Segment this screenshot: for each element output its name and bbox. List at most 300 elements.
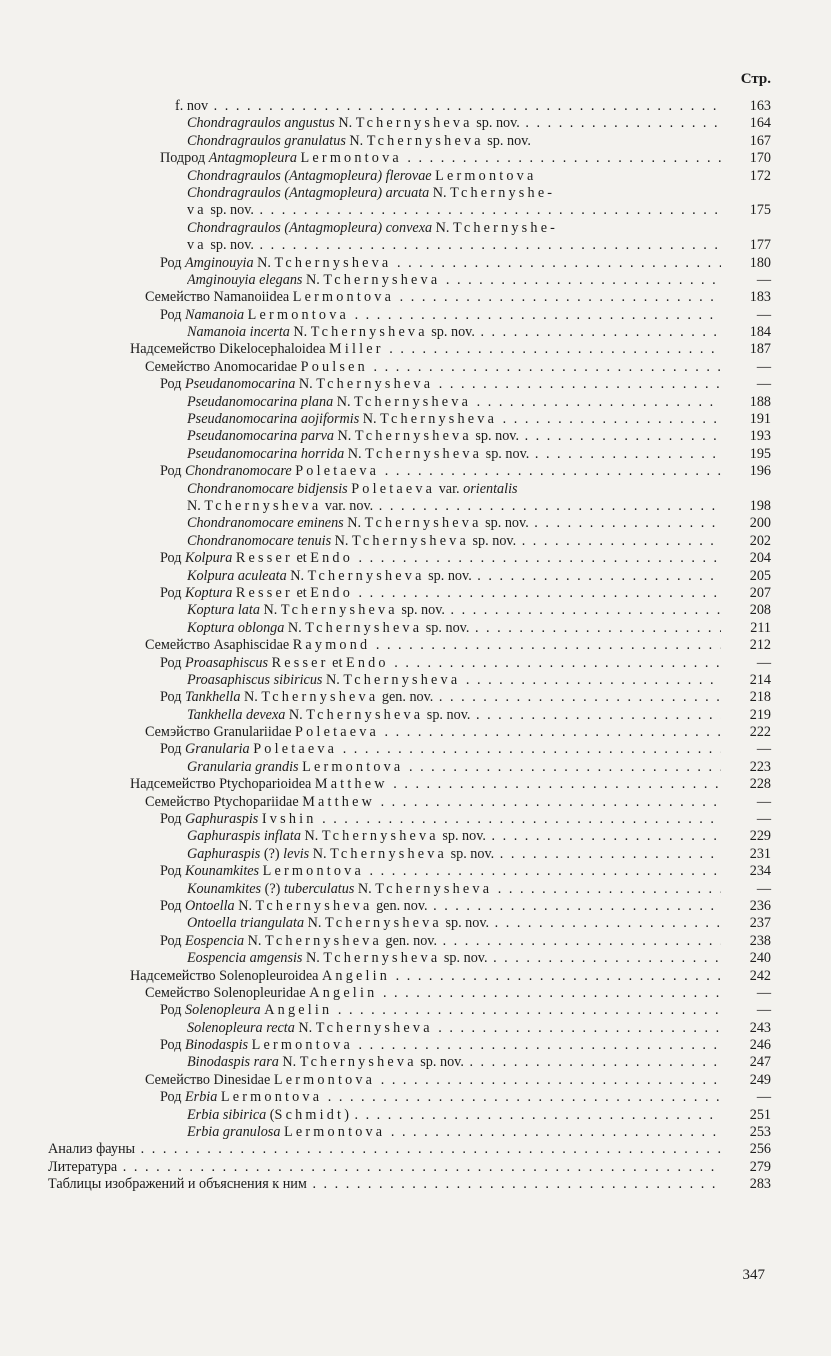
- toc-entry-title: [145, 289, 721, 306]
- toc-entry-title: [130, 341, 721, 358]
- toc-entry-title: [187, 481, 721, 498]
- toc-entry-fragment: Tchernysheva: [366, 132, 484, 149]
- toc-entry-page: 187: [749, 341, 771, 358]
- toc-entry-fragment: Род: [160, 932, 185, 949]
- toc-entry-fragment: Tchernysheva: [365, 445, 483, 462]
- toc-entry-fragment: Proasaphiscus: [185, 654, 269, 671]
- toc-entry-page: 246: [749, 1037, 771, 1054]
- toc-entry-fragment: Род: [160, 463, 185, 480]
- toc-entry-fragment: sp. nov.: [440, 950, 488, 967]
- toc-entry-fragment: Erbia: [185, 1089, 218, 1106]
- toc-entry: [0, 550, 831, 567]
- toc-entry: [0, 985, 831, 1002]
- toc-entry-title: [145, 794, 721, 811]
- toc-entry-page: 253: [749, 1124, 771, 1141]
- toc-entry-title: [160, 1089, 721, 1106]
- toc-entry-fragment: Amginouyia: [185, 254, 254, 271]
- toc-entry: [0, 637, 831, 654]
- toc-entry-title: [160, 811, 721, 828]
- toc-entry-fragment: Род: [160, 306, 185, 323]
- toc-entry-fragment: Kounamkites: [187, 880, 262, 897]
- toc-entry: [0, 1002, 831, 1019]
- toc-entry-page: —: [756, 1002, 771, 1019]
- toc-entry-fragment: Poletaeva: [351, 480, 436, 497]
- toc-entry-fragment: N.: [284, 619, 306, 636]
- toc-entry-fragment: Tchernysheva: [364, 515, 482, 532]
- toc-entry-page: 218: [749, 689, 771, 706]
- toc-entry-fragment: Tchernysheva: [375, 880, 493, 897]
- toc-entry-fragment: Poletaeva: [253, 741, 338, 758]
- toc-entry-fragment: Надсемейство Dikelocephaloidea: [130, 341, 330, 358]
- toc-entry-fragment: Tchernysheva: [204, 497, 322, 514]
- toc-entry-fragment: sp. nov.: [206, 237, 254, 254]
- toc-entry-fragment: Endo: [310, 550, 353, 567]
- toc-entry: [0, 1072, 831, 1089]
- toc-entry-title: [145, 637, 721, 654]
- toc-entry-fragment: Kounamkites: [185, 863, 260, 880]
- toc-entry-fragment: N.: [278, 1054, 300, 1071]
- toc-entry-page: 231: [749, 845, 771, 862]
- toc-entry: [0, 1159, 831, 1176]
- toc-entry-page: 256: [749, 1141, 771, 1158]
- toc-entry-fragment: Chondranomocare tenuis: [187, 532, 332, 549]
- toc-entry-fragment: Chondragraulos (Antagmopleura) flerovae: [187, 167, 432, 184]
- toc-entry-fragment: Lermontova: [220, 1089, 323, 1106]
- toc-entry-fragment: N.: [304, 915, 325, 932]
- toc-entry-fragment: Род: [160, 741, 185, 758]
- toc-entry-fragment: f. nov: [175, 98, 209, 114]
- toc-entry-fragment: var.: [435, 480, 464, 497]
- toc-entry: [0, 828, 831, 845]
- toc-entry-fragment: N.: [234, 897, 256, 914]
- toc-entry-page: 175: [749, 202, 771, 219]
- toc-entry-fragment: Семейство Solenopleuridae: [145, 984, 310, 1001]
- toc-entry-page: 219: [749, 706, 771, 723]
- toc-entry: [0, 255, 831, 272]
- toc-entry-fragment: N.: [295, 376, 317, 393]
- toc-entry-title: [145, 1072, 721, 1089]
- toc-entry: [0, 168, 831, 185]
- toc-entry-fragment: Amginouyia elegans: [187, 271, 303, 288]
- toc-entry-fragment: Resser: [271, 654, 329, 671]
- toc-entry-fragment: Tchernyshe-: [453, 219, 559, 236]
- toc-entry-page: 212: [749, 637, 771, 654]
- toc-entry-fragment: sp. nov.: [441, 915, 490, 932]
- toc-entry-title: [160, 550, 721, 567]
- toc-entry: [0, 98, 831, 115]
- toc-entry: [0, 741, 831, 758]
- toc-entry-fragment: sp. nov.: [472, 115, 520, 132]
- toc-entry-fragment: et: [292, 584, 311, 601]
- toc-entry-fragment: Tchernysheva: [255, 897, 373, 914]
- toc-entry-fragment: N.: [286, 567, 308, 584]
- toc-entry-fragment: N.: [334, 115, 356, 132]
- toc-entry-title: [187, 759, 721, 776]
- table-of-contents: [0, 98, 831, 1194]
- toc-entry-title: [187, 515, 721, 532]
- toc-entry-title: [187, 602, 721, 619]
- toc-entry-fragment: N.: [331, 532, 352, 549]
- toc-entry-fragment: N.: [343, 515, 365, 532]
- toc-entry-fragment: Lermontova: [273, 1071, 376, 1088]
- toc-entry-fragment: N.: [302, 271, 324, 288]
- toc-entry-page: 196: [749, 463, 771, 480]
- toc-entry-title: [160, 376, 721, 393]
- toc-entry-fragment: Tchernysheva: [306, 706, 424, 723]
- toc-entry-page: 184: [749, 324, 771, 341]
- toc-entry-fragment: Tchernysheva: [307, 567, 425, 584]
- toc-entry-page: 229: [749, 828, 771, 845]
- toc-entry-fragment: Tchernysheva: [316, 376, 434, 393]
- toc-entry: [0, 1124, 831, 1141]
- toc-entry-title: [187, 115, 721, 132]
- toc-entry-fragment: Литература: [48, 1158, 118, 1175]
- toc-entry: [0, 689, 831, 706]
- toc-entry-page: —: [756, 306, 771, 323]
- toc-entry: [0, 1107, 831, 1124]
- toc-entry-page: 251: [749, 1106, 771, 1123]
- toc-entry: [0, 672, 831, 689]
- page-column-label: Стр.: [740, 71, 771, 87]
- toc-entry-title: [187, 272, 721, 289]
- toc-entry-fragment: Namanoia incerta: [187, 324, 290, 341]
- toc-entry-fragment: Lermontova: [283, 1124, 386, 1141]
- toc-entry-fragment: Tchernysheva: [354, 428, 472, 445]
- toc-entry-fragment: Род: [160, 1037, 185, 1054]
- toc-entry-fragment: Tchernysheva: [280, 602, 398, 619]
- toc-entry-fragment: Lermontova: [247, 306, 350, 323]
- toc-entry: [0, 428, 831, 445]
- toc-entry-fragment: Matthew: [314, 776, 388, 793]
- toc-entry-page: —: [756, 358, 771, 375]
- toc-entry-fragment: sp. nov.: [482, 445, 530, 462]
- toc-entry: [0, 481, 831, 498]
- toc-entry-title: [187, 324, 721, 341]
- toc-entry-title: [187, 1124, 721, 1141]
- toc-entry-page: 170: [749, 150, 771, 167]
- toc-entry-fragment: Pseudanomocarina aojiformis: [187, 411, 360, 428]
- toc-entry: [0, 237, 831, 254]
- toc-entry-fragment: Семейство Ptychopariidae: [145, 793, 303, 810]
- toc-entry-fragment: Род: [160, 1089, 185, 1106]
- toc-entry-fragment: (?): [260, 845, 284, 862]
- toc-entry-fragment: Семейство Asaphiscidae: [145, 637, 293, 654]
- toc-entry-fragment: Pseudanomocarina horrida: [187, 445, 345, 462]
- toc-entry-fragment: N.: [244, 932, 265, 949]
- toc-entry-title: [187, 828, 721, 845]
- toc-entry-title: [187, 220, 721, 237]
- toc-entry-fragment: Endo: [310, 584, 353, 601]
- toc-entry: [0, 289, 831, 306]
- toc-entry-fragment: N.: [354, 880, 376, 897]
- toc-entry-fragment: sp. nov.: [206, 202, 254, 219]
- toc-entry-title: [160, 898, 721, 915]
- toc-entry-fragment: Род: [160, 654, 185, 671]
- toc-entry-fragment: Род: [160, 254, 185, 271]
- toc-entry: [0, 863, 831, 880]
- toc-entry-title: [160, 585, 721, 602]
- toc-entry-fragment: Lermontova: [302, 758, 404, 775]
- toc-entry-fragment: Antagmopleura: [208, 150, 297, 167]
- toc-entry-page: 200: [749, 515, 771, 532]
- toc-entry-page: 195: [749, 445, 771, 462]
- toc-entry-title: [187, 1107, 721, 1124]
- toc-entry-page: 222: [749, 724, 771, 741]
- toc-entry: [0, 307, 831, 324]
- toc-entry: [0, 498, 831, 515]
- toc-entry: [0, 515, 831, 532]
- toc-entry-title: [175, 98, 721, 115]
- toc-entry-page: 240: [749, 950, 771, 967]
- toc-entry-fragment: Lermontova: [251, 1037, 353, 1054]
- toc-entry-fragment: Resser: [235, 550, 293, 567]
- toc-entry: [0, 655, 831, 672]
- toc-entry-fragment: Chondranomocare: [185, 463, 292, 480]
- toc-entry-fragment: Tchernysheva: [261, 689, 379, 706]
- toc-entry-title: [187, 1054, 721, 1071]
- toc-entry-fragment: Tchernysheva: [323, 950, 441, 967]
- toc-entry-fragment: Tchernysheva: [343, 671, 461, 688]
- toc-entry-title: [187, 133, 721, 150]
- toc-entry-title: [187, 881, 721, 898]
- toc-entry: [0, 150, 831, 167]
- toc-entry-fragment: Schmidt: [274, 1106, 345, 1123]
- toc-entry-title: [187, 1020, 721, 1037]
- toc-entry: [0, 776, 831, 793]
- toc-entry-fragment: Подрод: [160, 150, 209, 167]
- toc-entry-fragment: Poulsen: [300, 358, 368, 375]
- toc-entry-fragment: orientalis: [463, 480, 518, 497]
- toc-entry-page: —: [756, 271, 771, 288]
- toc-entry-fragment: Poletaeva: [295, 724, 379, 741]
- toc-entry-title: [187, 533, 721, 550]
- toc-entry-fragment: Gaphuraspis inflata: [187, 828, 301, 845]
- toc-entry: [0, 811, 831, 828]
- toc-entry-fragment: Семейство Dinesidae: [145, 1071, 274, 1088]
- toc-entry-fragment: N.: [429, 184, 451, 201]
- toc-entry-fragment: Kolpura aculeata: [187, 567, 287, 584]
- toc-entry-page: 242: [749, 967, 771, 984]
- toc-entry-fragment: Eospencia amgensis: [187, 950, 303, 967]
- toc-entry-fragment: Tchernysheva: [324, 915, 442, 932]
- toc-entry-title: [187, 237, 721, 254]
- toc-entry-title: [160, 463, 721, 480]
- toc-entry: [0, 620, 831, 637]
- toc-entry-fragment: (?): [261, 880, 284, 897]
- toc-entry-fragment: Koptura lata: [187, 602, 260, 619]
- toc-entry-fragment: Надсемейство Solenopleuroidea: [130, 967, 322, 984]
- toc-entry-fragment: Lermontova: [300, 150, 402, 167]
- toc-entry-title: [187, 568, 721, 585]
- toc-entry-page: —: [756, 1089, 771, 1106]
- toc-entry-fragment: N.: [359, 411, 381, 428]
- toc-entry-fragment: Ontoella triangulata: [187, 915, 305, 932]
- toc-entry-page: 243: [749, 1019, 771, 1036]
- toc-entry: [0, 446, 831, 463]
- toc-entry-page: 249: [749, 1071, 771, 1088]
- toc-entry-title: [160, 307, 721, 324]
- toc-entry-fragment: Род: [160, 584, 185, 601]
- toc-entry-fragment: Pseudanomocarina: [185, 376, 296, 393]
- toc-entry-page: 247: [749, 1054, 771, 1071]
- toc-entry-fragment: Семейство Anomocaridae: [145, 358, 301, 375]
- toc-entry: [0, 1037, 831, 1054]
- toc-entry-fragment: Tchernysheva: [321, 828, 439, 845]
- toc-entry-title: [187, 428, 721, 445]
- toc-entry-fragment: Lermontova: [292, 289, 395, 306]
- toc-entry-page: 214: [749, 671, 771, 688]
- toc-entry-title: [160, 863, 721, 880]
- toc-entry-page: —: [756, 741, 771, 758]
- toc-entry: [0, 759, 831, 776]
- toc-entry-page: —: [756, 793, 771, 810]
- toc-entry-fragment: Pseudanomocarina plana: [187, 393, 334, 410]
- page-number: 347: [742, 1267, 765, 1283]
- toc-entry: [0, 272, 831, 289]
- toc-entry-title: [187, 620, 721, 637]
- toc-entry-fragment: sp. nov.: [438, 828, 486, 845]
- toc-entry-fragment: N.: [309, 845, 331, 862]
- toc-entry-page: 183: [749, 289, 771, 306]
- toc-entry-fragment: N.: [300, 828, 322, 845]
- toc-entry-fragment: Род: [160, 689, 185, 706]
- toc-entry-fragment: Pseudanomocarina parva: [187, 428, 334, 445]
- toc-entry: [0, 585, 831, 602]
- toc-entry-fragment: Koptura oblonga: [187, 619, 285, 636]
- toc-entry: [0, 133, 831, 150]
- toc-entry-fragment: Erbia sibirica: [187, 1106, 267, 1123]
- toc-entry: [0, 724, 831, 741]
- toc-entry-title: [48, 1141, 721, 1158]
- toc-entry-fragment: gen. nov.: [381, 932, 438, 949]
- toc-entry-title: [130, 968, 721, 985]
- toc-entry: [0, 794, 831, 811]
- toc-entry-title: [187, 446, 721, 463]
- toc-entry-title: [145, 359, 721, 376]
- toc-entry-title: [160, 741, 721, 758]
- toc-entry-fragment: Matthew: [302, 793, 376, 810]
- toc-entry-title: [187, 950, 721, 967]
- toc-entry-fragment: Таблицы изображений и объяснения к ним: [48, 1176, 307, 1193]
- toc-entry: [0, 359, 831, 376]
- toc-entry-fragment: Kolpura: [185, 550, 233, 567]
- toc-entry-fragment: Gaphuraspis: [185, 811, 259, 828]
- toc-entry-fragment: Lermontova: [435, 167, 537, 184]
- toc-entry-title: [145, 724, 721, 741]
- toc-entry-page: 204: [749, 550, 771, 567]
- toc-entry-title: [187, 394, 721, 411]
- toc-entry-title: [160, 255, 721, 272]
- toc-entry-page: 234: [749, 863, 771, 880]
- toc-entry-fragment: va: [187, 202, 207, 219]
- toc-entry-fragment: gen. nov.: [372, 897, 428, 914]
- toc-entry-page: —: [756, 654, 771, 671]
- toc-entry-page: —: [756, 984, 771, 1001]
- toc-entry-fragment: Erbia granulosa: [187, 1124, 281, 1141]
- toc-entry-title: [160, 933, 721, 950]
- toc-entry-fragment: Chondragraulos granulatus: [187, 132, 346, 149]
- toc-entry: [0, 185, 831, 202]
- toc-entry-fragment: ): [344, 1106, 349, 1123]
- toc-entry-fragment: sp. nov.: [427, 324, 475, 341]
- toc-entry-fragment: Chondranomocare eminens: [187, 515, 344, 532]
- toc-entry-fragment: Tchernysheva: [310, 324, 428, 341]
- toc-entry-page: 164: [749, 115, 771, 132]
- toc-entry-fragment: Chondragraulos (Antagmopleura) arcuata: [187, 184, 430, 201]
- toc-entry-page: 198: [749, 497, 771, 514]
- toc-entry: [0, 463, 831, 480]
- toc-entry-page: 172: [749, 167, 771, 184]
- toc-entry-fragment: N.: [344, 445, 366, 462]
- toc-entry-page: 236: [749, 897, 771, 914]
- toc-entry-title: [160, 655, 721, 672]
- toc-entry-page: 237: [749, 915, 771, 932]
- toc-entry: [0, 568, 831, 585]
- toc-entry-page: 177: [749, 237, 771, 254]
- toc-entry-fragment: Binodaspis rara: [187, 1054, 279, 1071]
- toc-entry-fragment: Chondragraulos angustus: [187, 115, 335, 132]
- toc-entry-fragment: Tchernyshe-: [450, 184, 556, 201]
- toc-entry: [0, 324, 831, 341]
- toc-entry: [0, 933, 831, 950]
- toc-entry-fragment: Tchernysheva: [315, 1019, 433, 1036]
- toc-entry-page: 208: [749, 602, 771, 619]
- toc-entry-fragment: Tchernysheva: [330, 845, 448, 862]
- toc-entry-page: 211: [750, 619, 771, 636]
- toc-entry-page: 238: [749, 932, 771, 949]
- toc-entry-page: 207: [749, 584, 771, 601]
- toc-entry-fragment: sp. nov.: [422, 619, 470, 636]
- toc-entry: [0, 376, 831, 393]
- toc-entry-fragment: Chondragraulos (Antagmopleura) convexa: [187, 219, 433, 236]
- toc-entry-fragment: Tchernysheva: [323, 271, 441, 288]
- toc-entry-fragment: Ivshin: [261, 811, 317, 828]
- toc-entry-fragment: Solenopleura: [185, 1002, 261, 1019]
- toc-entry-fragment: Tankhella devexa: [187, 706, 286, 723]
- toc-entry-fragment: Анализ фауны: [48, 1141, 136, 1158]
- toc-entry: [0, 115, 831, 132]
- toc-entry-fragment: Proasaphiscus sibiricus: [187, 671, 323, 688]
- toc-entry: [0, 1141, 831, 1158]
- toc-entry-title: [187, 202, 721, 219]
- toc-entry: [0, 898, 831, 915]
- toc-entry-fragment: Род: [160, 897, 185, 914]
- toc-entry-page: 191: [749, 411, 771, 428]
- toc-entry-title: [160, 1037, 721, 1054]
- toc-entry-title: [48, 1176, 721, 1193]
- toc-entry-page: —: [756, 880, 771, 897]
- toc-entry-title: [160, 1002, 721, 1019]
- toc-entry-fragment: Род: [160, 863, 185, 880]
- toc-entry-fragment: Angelin: [264, 1002, 333, 1019]
- toc-entry-title: [187, 846, 721, 863]
- toc-entry-fragment: Koptura: [185, 584, 233, 601]
- toc-entry-fragment: Род: [160, 811, 185, 828]
- toc-entry: [0, 394, 831, 411]
- toc-entry-fragment: gen. nov.: [378, 689, 434, 706]
- toc-entry-fragment: Tchernysheva: [355, 115, 473, 132]
- toc-entry-fragment: va: [187, 237, 207, 254]
- toc-entry-fragment: Eospencia: [185, 932, 245, 949]
- toc-entry-fragment: sp. nov.: [416, 1054, 464, 1071]
- toc-entry-fragment: Tchernysheva: [352, 532, 469, 549]
- toc-entry-fragment: Angelin: [309, 984, 378, 1001]
- toc-entry-fragment: Granularia grandis: [187, 758, 299, 775]
- toc-entry: [0, 411, 831, 428]
- toc-entry-page: 193: [749, 428, 771, 445]
- toc-entry-fragment: Семэйство Granulariidae: [145, 724, 296, 741]
- toc-entry-fragment: N.: [432, 219, 453, 236]
